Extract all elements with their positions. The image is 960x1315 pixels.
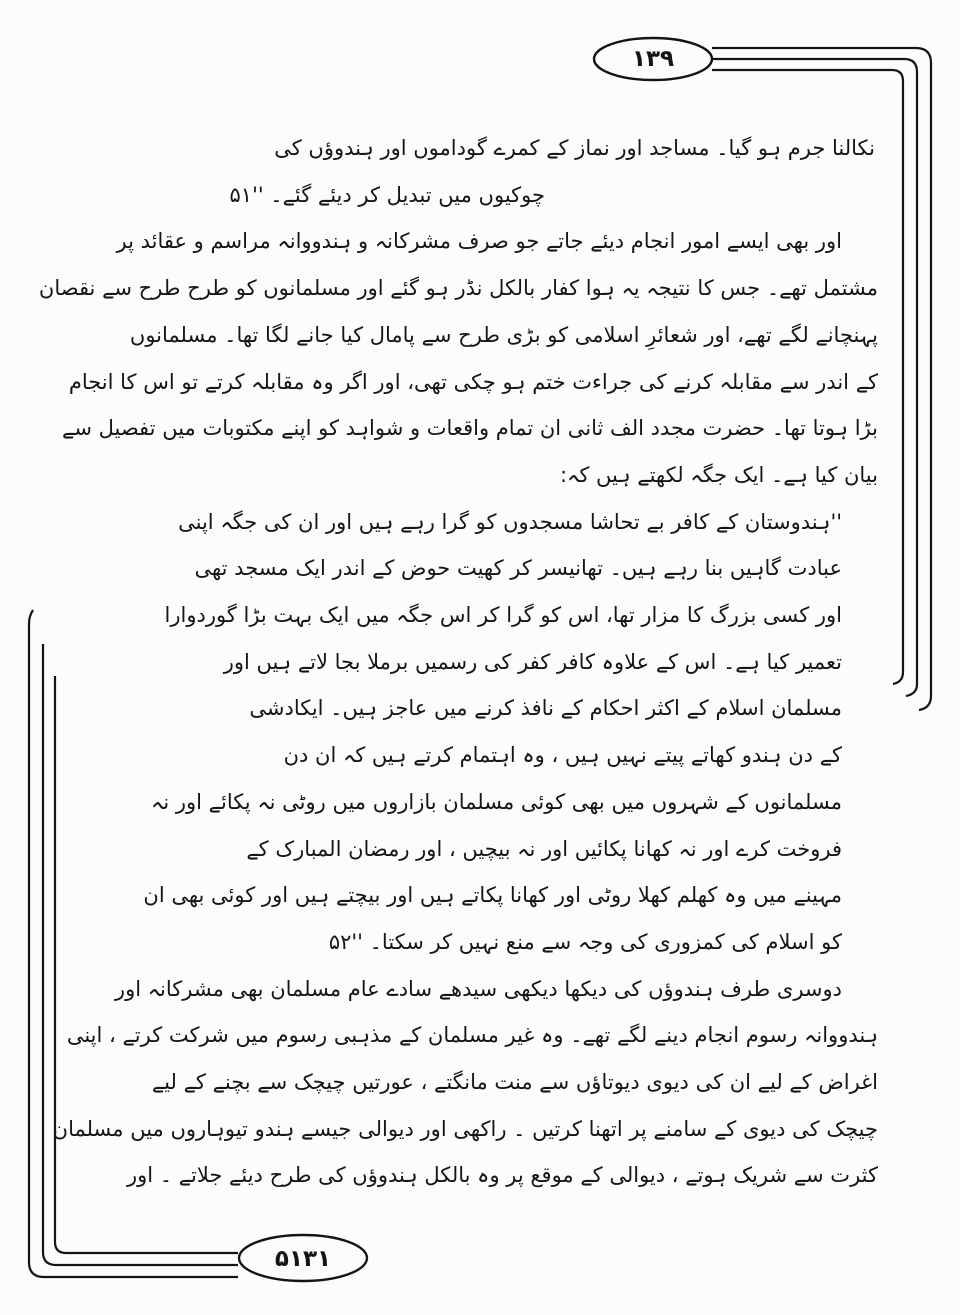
text-line: ''ہندوستان کے کافر بے تحاشا مسجدوں کو گرا رہے ہیں اور ان کی جگہ اپنی <box>178 510 842 534</box>
text-line: تعمیر کیا ہے۔ اس کے علاوہ کافر کفر کی رسمیں برملا بجا لاتے ہیں اور <box>223 650 842 674</box>
text-line: ہندووانہ رسوم انجام دینے لگے تھے۔ وہ غیر مسلمان کے مذہبی رسوم میں شرکت کرتے ، اپنی <box>66 1023 878 1047</box>
page-number-top: ۱۳۹ <box>631 46 675 72</box>
text-line: فروخت کرے اور نہ کھانا پکائیں اور نہ بیچیں ، اور رمضان المبارک کے <box>246 837 842 861</box>
text-line: اغراض کے لیے ان کی دیوی دیوتاؤں سے منت مانگتے ، عورتیں چیچک سے بچنے کے لیے <box>151 1070 878 1094</box>
text-line: مسلمان اسلام کے اکثر احکام کے نافذ کرنے میں عاجز ہیں۔ ایکادشی <box>249 696 842 720</box>
text-line: کثرت سے شریک ہوتے ، دیوالی کے موقع پر وہ بالکل ہندوؤں کی طرح دیئے جلاتے ۔ اور <box>126 1163 878 1187</box>
text-line: نکالنا جرم ہو گیا۔ مساجد اور نماز کے کمرے گوداموں اور ہندوؤں کی <box>274 136 875 160</box>
text-line: چوکیوں میں تبدیل کر دیئے گئے۔ ''۵۱ <box>229 183 545 207</box>
text-line: کے اندر سے مقابلہ کرنے کی جراءت ختم ہو چکی تھی، اور اگر وہ مقابلہ کرتے تو اس کا انجام <box>68 370 878 394</box>
text-line: مسلمانوں کے شہروں میں بھی کوئی مسلمان بازاروں میں روٹی نہ پکائے اور نہ <box>151 790 842 814</box>
text-line: مشتمل تھے۔ جس کا نتیجہ یہ ہوا کفار بالکل نڈر ہو گئے اور مسلمانوں کو طرح طرح سے نقصان <box>38 276 878 300</box>
text-line: پہنچانے لگے تھے، اور شعائرِ اسلامی کو بڑی طرح سے پامال کیا جانے لگا تھا۔ مسلمانوں <box>129 323 878 347</box>
text-line: مہینے میں وہ کھلم کھلا روٹی اور کھانا پکاتے ہیں اور بیچتے ہیں اور کوئی بھی ان <box>143 883 842 907</box>
text-line: چیچک کی دیوی کے سامنے پر اتھنا کرتیں ۔ راکھی اور دیوالی جیسے ہندو تیوہاروں میں مسلمان <box>52 1117 878 1141</box>
text-line: کے دن ہندو کھاتے پیتے نہیں ہیں ، وہ اہتمام کرتے ہیں کہ ان دن <box>283 743 842 767</box>
text-line: کو اسلام کی کمزوری کی وجہ سے منع نہیں کر سکتا۔ ''۵۲ <box>328 930 842 954</box>
text-line: بیان کیا ہے۔ ایک جگہ لکھتے ہیں کہ: <box>559 463 878 487</box>
text-line: بڑا ہوتا تھا۔ حضرت مجدد الف ثانی ان تمام واقعات و شواہد کو اپنے مکتوبات میں تفصیل سے <box>62 416 878 440</box>
page-number-bottom: ۵۱۳۱ <box>274 1246 332 1272</box>
text-line: اور کسی بزرگ کا مزار تھا، اس کو گرا کر اس جگہ میں ایک بہت بڑا گوردوارا <box>164 603 842 627</box>
text-line: اور بھی ایسے امور انجام دیئے جاتے جو صرف مشرکانہ و ہندووانہ مراسم و عقائد پر <box>116 229 842 253</box>
text-line: دوسری طرف ہندوؤں کی دیکھا دیکھی سیدھے سادے عام مسلمان بھی مشرکانہ اور <box>114 977 842 1001</box>
text-line: عبادت گاہیں بنا رہے ہیں۔ تھانیسر کر کھیت حوض کے اندر ایک مسجد تھی <box>194 556 842 580</box>
